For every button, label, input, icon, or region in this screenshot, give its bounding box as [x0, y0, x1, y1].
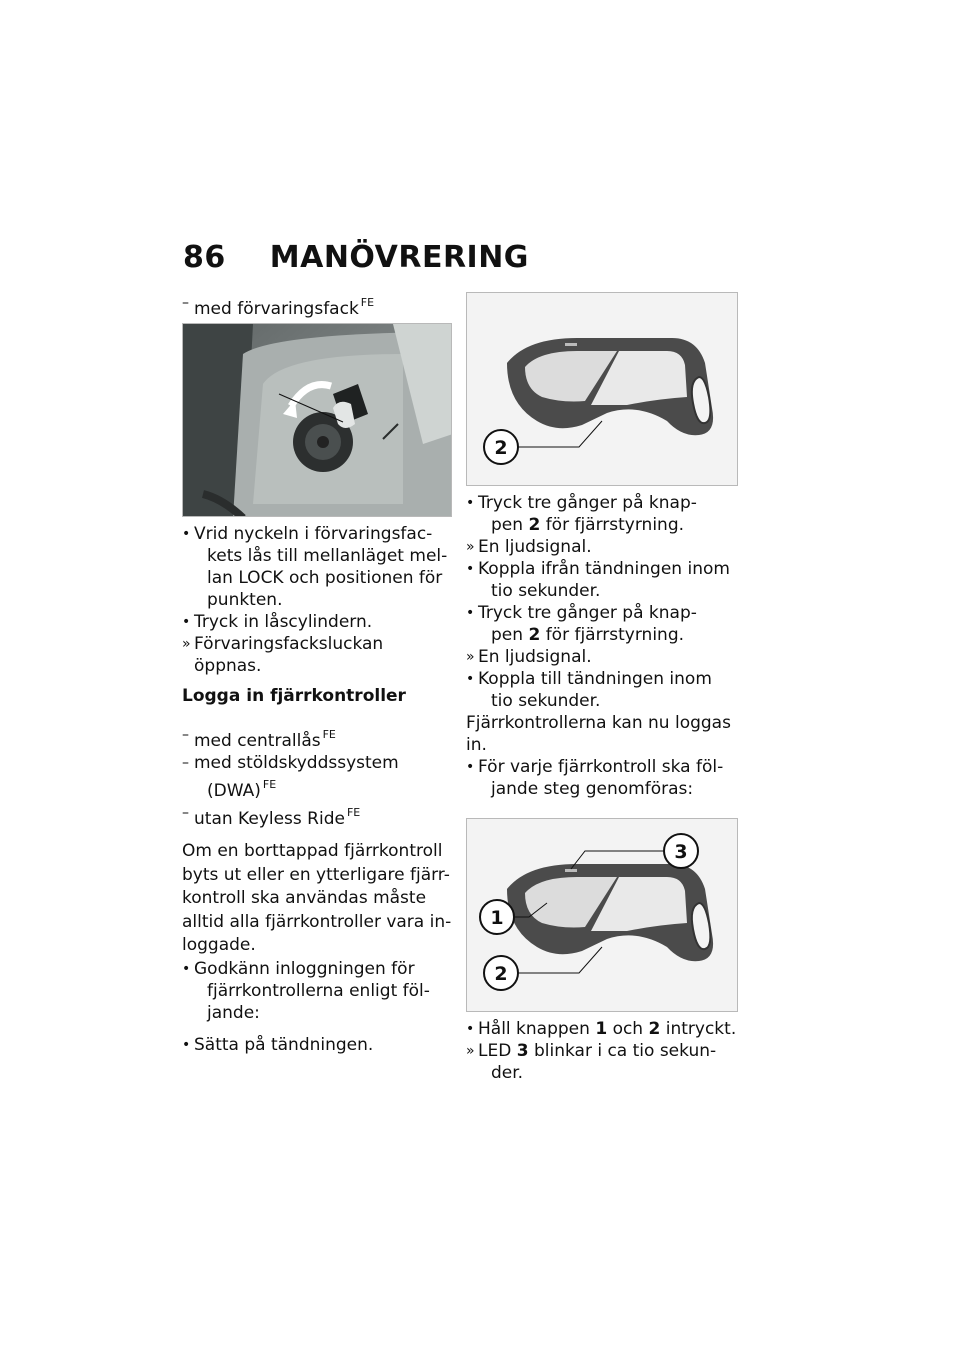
step-turn-key: • Vrid nyckeln i förvaringsfac- kets lås till mellanläget mel- lan LOCK och positionen för punkten. — [182, 524, 448, 610]
step-confirm-login: • Godkänn inloggningen för fjärrkontrollerna enligt föl- jande: — [182, 958, 430, 1023]
step-ignition-on: • Sätta på tändningen. — [182, 1034, 374, 1055]
info-can-login: Fjärrkontrollerna kan nu loggas in. — [466, 713, 731, 755]
condition-keyless: – utan Keyless Ride $^{FE}$ — [182, 805, 361, 829]
left-column: – med förvaringsfack $^{FE}$ • Vrid nyckeln i förvaringsfac- kets lås till mellanläget mel- lan LOCK och positionen för punkten. • Tryck in låscylindern. » Förvaringsfacksluckan öppnas. Logga in fjärrkontroller – med centrallås $^{FE}$ – med stöldskyddssystem (DWA) $^{FE}$ – utan Keyless Ride $^{FE}$ Om en borttappad fjärrkontroll byts ut eller en ytterligare fjärr- kontroll ska användas måste alltid alla fjärrkontroller vara in- loggade. • Godkänn inloggningen för fjärrkontrollerna enligt föl- jande: • Sätta på tändningen. — [182, 292, 454, 1056]
step-ignition-off: • Koppla ifrån tändningen inom tio sekunder. — [466, 559, 730, 601]
result-sound-1: » En ljudsignal. — [466, 537, 592, 557]
step-ignition-on-again: • Koppla till tändningen inom tio sekunder. — [466, 669, 712, 711]
condition-storage: – med förvaringsfack $^{FE}$ — [182, 295, 375, 319]
section-heading: Logga in fjärrkontroller — [182, 686, 406, 706]
fig2-callout-1: 1 — [490, 907, 504, 929]
step-each-remote: • För varje fjärrkontroll ska föl- jande steg genomföras: — [466, 757, 724, 799]
result-lid-opens: » Förvaringsfacksluckan öppnas. — [182, 634, 384, 676]
intro-paragraph: Om en borttappad fjärrkontroll byts ut eller en ytterligare fjärr- kontroll ska användas måste alltid alla fjärrkontroller vara in- loggade. — [182, 841, 452, 955]
page-header — [183, 240, 529, 280]
fig2-callout-3: 3 — [674, 841, 688, 863]
right-column — [466, 292, 738, 1084]
remote-key-figure-1 — [466, 292, 738, 486]
condition-central-lock: – med centrallås $^{FE}$ — [182, 727, 336, 751]
step-press-2-first: • Tryck tre gånger på knap- pen 2 för fjärrstyrning. — [466, 493, 697, 535]
fig2-callout-2: 2 — [494, 963, 508, 985]
result-led-blinks: » LED 3 blinkar i ca tio sekun- der. — [466, 1041, 717, 1083]
page-number: 86 — [183, 240, 226, 275]
step-hold-buttons: • Håll knappen 1 och 2 intryckt. — [466, 1019, 737, 1039]
fig1-callout-2: 2 — [494, 437, 508, 459]
condition-alarm: – med stöldskyddssystem — [182, 753, 399, 773]
page-title: MANÖVRERING — [269, 240, 529, 275]
result-sound-2: » En ljudsignal. — [466, 647, 592, 667]
step-press-2-second: • Tryck tre gånger på knap- pen 2 för fjärrstyrning. — [466, 603, 697, 645]
storage-lock-photo — [182, 323, 452, 517]
remote-key-figure-2 — [466, 818, 738, 1012]
step-press-cylinder: • Tryck in låscylindern. — [182, 612, 373, 632]
